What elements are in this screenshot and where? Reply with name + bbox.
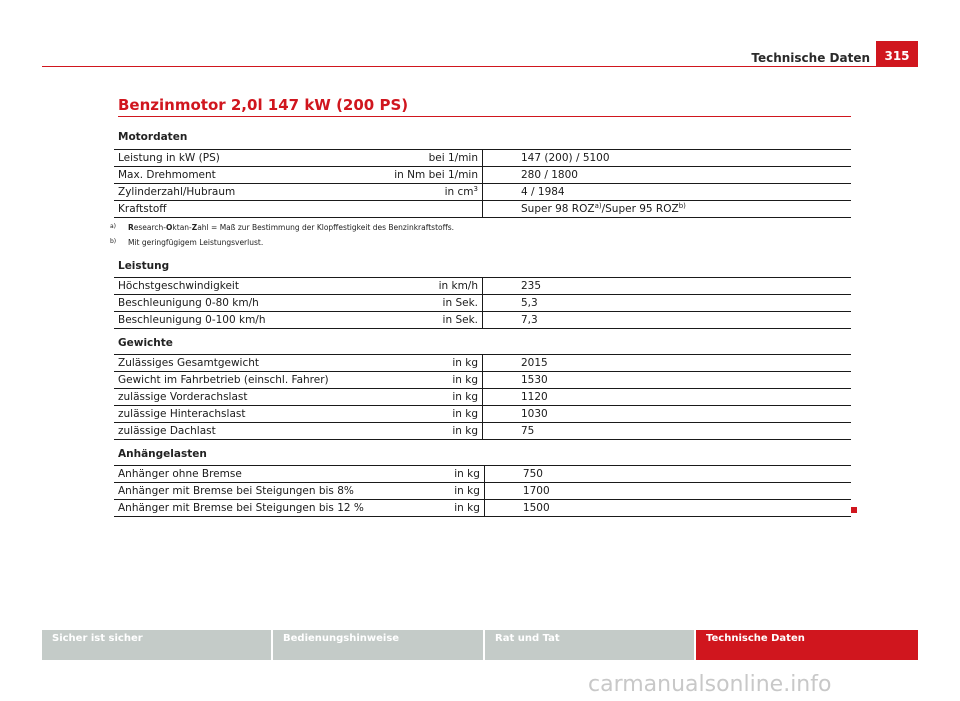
table-row xyxy=(114,423,851,440)
table-row xyxy=(114,167,851,184)
row-label: Beschleunigung 0-80 km/h xyxy=(114,295,366,312)
row-value xyxy=(483,201,852,218)
row-value: 235 xyxy=(483,278,852,295)
table-row xyxy=(114,184,851,201)
leistung-table xyxy=(114,277,851,329)
nav-tab-technische-daten[interactable]: Technische Daten xyxy=(696,630,918,660)
row-unit: in kg xyxy=(368,466,485,483)
fuel-95: /Super 95 ROZ xyxy=(601,203,679,215)
footnote-b xyxy=(110,238,263,247)
footnote-bold: R xyxy=(128,223,134,232)
table-row xyxy=(114,372,851,389)
row-label: Zulässiges Gesamtgewicht xyxy=(114,355,366,372)
row-label: zulässige Hinterachslast xyxy=(114,406,366,423)
table-row xyxy=(114,312,851,329)
watermark: carmanualsonline.info xyxy=(588,672,832,697)
row-unit: in kg xyxy=(366,355,483,372)
row-unit xyxy=(366,201,483,218)
nav-tab-sicher-ist-sicher[interactable]: Sicher ist sicher xyxy=(42,630,271,660)
row-unit: in kg xyxy=(368,500,485,517)
footnote-ref-b: b) xyxy=(678,202,686,210)
footnote-bold: O xyxy=(166,223,173,232)
table-row xyxy=(114,389,851,406)
footnote-mark: b) xyxy=(110,238,117,245)
row-label: zulässige Dachlast xyxy=(114,423,366,440)
table-row xyxy=(114,150,851,167)
footnote-text: Mit geringfügigem Leistungsverlust. xyxy=(128,238,264,247)
row-label: Anhänger mit Bremse bei Steigungen bis 8% xyxy=(114,483,368,500)
row-value: 750 xyxy=(484,466,851,483)
footnote-ref-a: a) xyxy=(594,202,602,210)
footnote-text: esearch- xyxy=(133,223,167,232)
row-label: Leistung in kW (PS) xyxy=(114,150,366,167)
fuel-98: Super 98 ROZ xyxy=(521,203,595,215)
footnote-text: ktan- xyxy=(172,223,192,232)
row-label: Zylinderzahl/Hubraum xyxy=(114,184,366,201)
row-value: 280 / 1800 xyxy=(483,167,852,184)
header-title: Technische Daten xyxy=(751,51,870,65)
row-value: 1120 xyxy=(483,389,852,406)
page-number: 315 xyxy=(876,41,918,67)
section-title-rule xyxy=(118,116,851,117)
row-unit: in Sek. xyxy=(366,295,483,312)
row-label: Höchstgeschwindigkeit xyxy=(114,278,366,295)
nav-tab-bedienungshinweise[interactable]: Bedienungshinweise xyxy=(273,630,483,660)
table-row xyxy=(114,466,851,483)
table-row xyxy=(114,201,851,218)
row-label: zulässige Vorderachslast xyxy=(114,389,366,406)
table-row xyxy=(114,355,851,372)
header-rule xyxy=(42,66,918,67)
row-value: 1030 xyxy=(483,406,852,423)
table-row xyxy=(114,483,851,500)
footnote-text: ahl = Maß zur Bestimmung der Klopffestigkeit des Benzinkraftstoffs. xyxy=(197,223,455,232)
row-unit: in Sek. xyxy=(366,312,483,329)
anhaengelasten-heading: Anhängelasten xyxy=(118,448,207,460)
gewichte-table xyxy=(114,354,851,440)
row-label: Anhänger ohne Bremse xyxy=(114,466,368,483)
row-unit: in Nm bei 1/min xyxy=(366,167,483,184)
motordaten-heading: Motordaten xyxy=(118,131,188,143)
row-label: Gewicht im Fahrbetrieb (einschl. Fahrer) xyxy=(114,372,366,389)
row-unit: in km/h xyxy=(366,278,483,295)
row-value: 2015 xyxy=(483,355,852,372)
row-value: 1700 xyxy=(484,483,851,500)
unit-superscript: 3 xyxy=(473,185,478,193)
anhaengelasten-table xyxy=(114,465,851,517)
motordaten-table xyxy=(114,149,851,218)
row-value: 1530 xyxy=(483,372,852,389)
gewichte-heading: Gewichte xyxy=(118,337,173,349)
footnote-mark: a) xyxy=(110,223,117,230)
row-value: 147 (200) / 5100 xyxy=(483,150,852,167)
footnote-a xyxy=(110,223,454,232)
row-label: Max. Drehmoment xyxy=(114,167,366,184)
table-row xyxy=(114,295,851,312)
section-end-marker-icon xyxy=(851,507,857,513)
section-title: Benzinmotor 2,0l 147 kW (200 PS) xyxy=(118,96,409,114)
row-value: 75 xyxy=(483,423,852,440)
bottom-nav xyxy=(42,630,918,660)
table-row xyxy=(114,406,851,423)
row-value: 7,3 xyxy=(483,312,852,329)
row-value: 4 / 1984 xyxy=(483,184,852,201)
row-unit: in kg xyxy=(366,406,483,423)
row-unit: in kg xyxy=(366,372,483,389)
row-unit xyxy=(366,184,483,201)
row-value: 1500 xyxy=(484,500,851,517)
row-unit: in kg xyxy=(366,423,483,440)
footnote-bold: Z xyxy=(191,223,198,232)
leistung-heading: Leistung xyxy=(118,260,170,272)
row-label: Beschleunigung 0-100 km/h xyxy=(114,312,366,329)
row-label: Kraftstoff xyxy=(114,201,366,218)
row-label: Anhänger mit Bremse bei Steigungen bis 12 % xyxy=(114,500,368,517)
table-row xyxy=(114,278,851,295)
row-unit: in kg xyxy=(368,483,485,500)
nav-tab-rat-und-tat[interactable]: Rat und Tat xyxy=(485,630,694,660)
row-unit: in kg xyxy=(366,389,483,406)
table-row xyxy=(114,500,851,517)
row-value: 5,3 xyxy=(483,295,852,312)
row-unit: bei 1/min xyxy=(366,150,483,167)
unit-text: in cm xyxy=(444,186,474,198)
